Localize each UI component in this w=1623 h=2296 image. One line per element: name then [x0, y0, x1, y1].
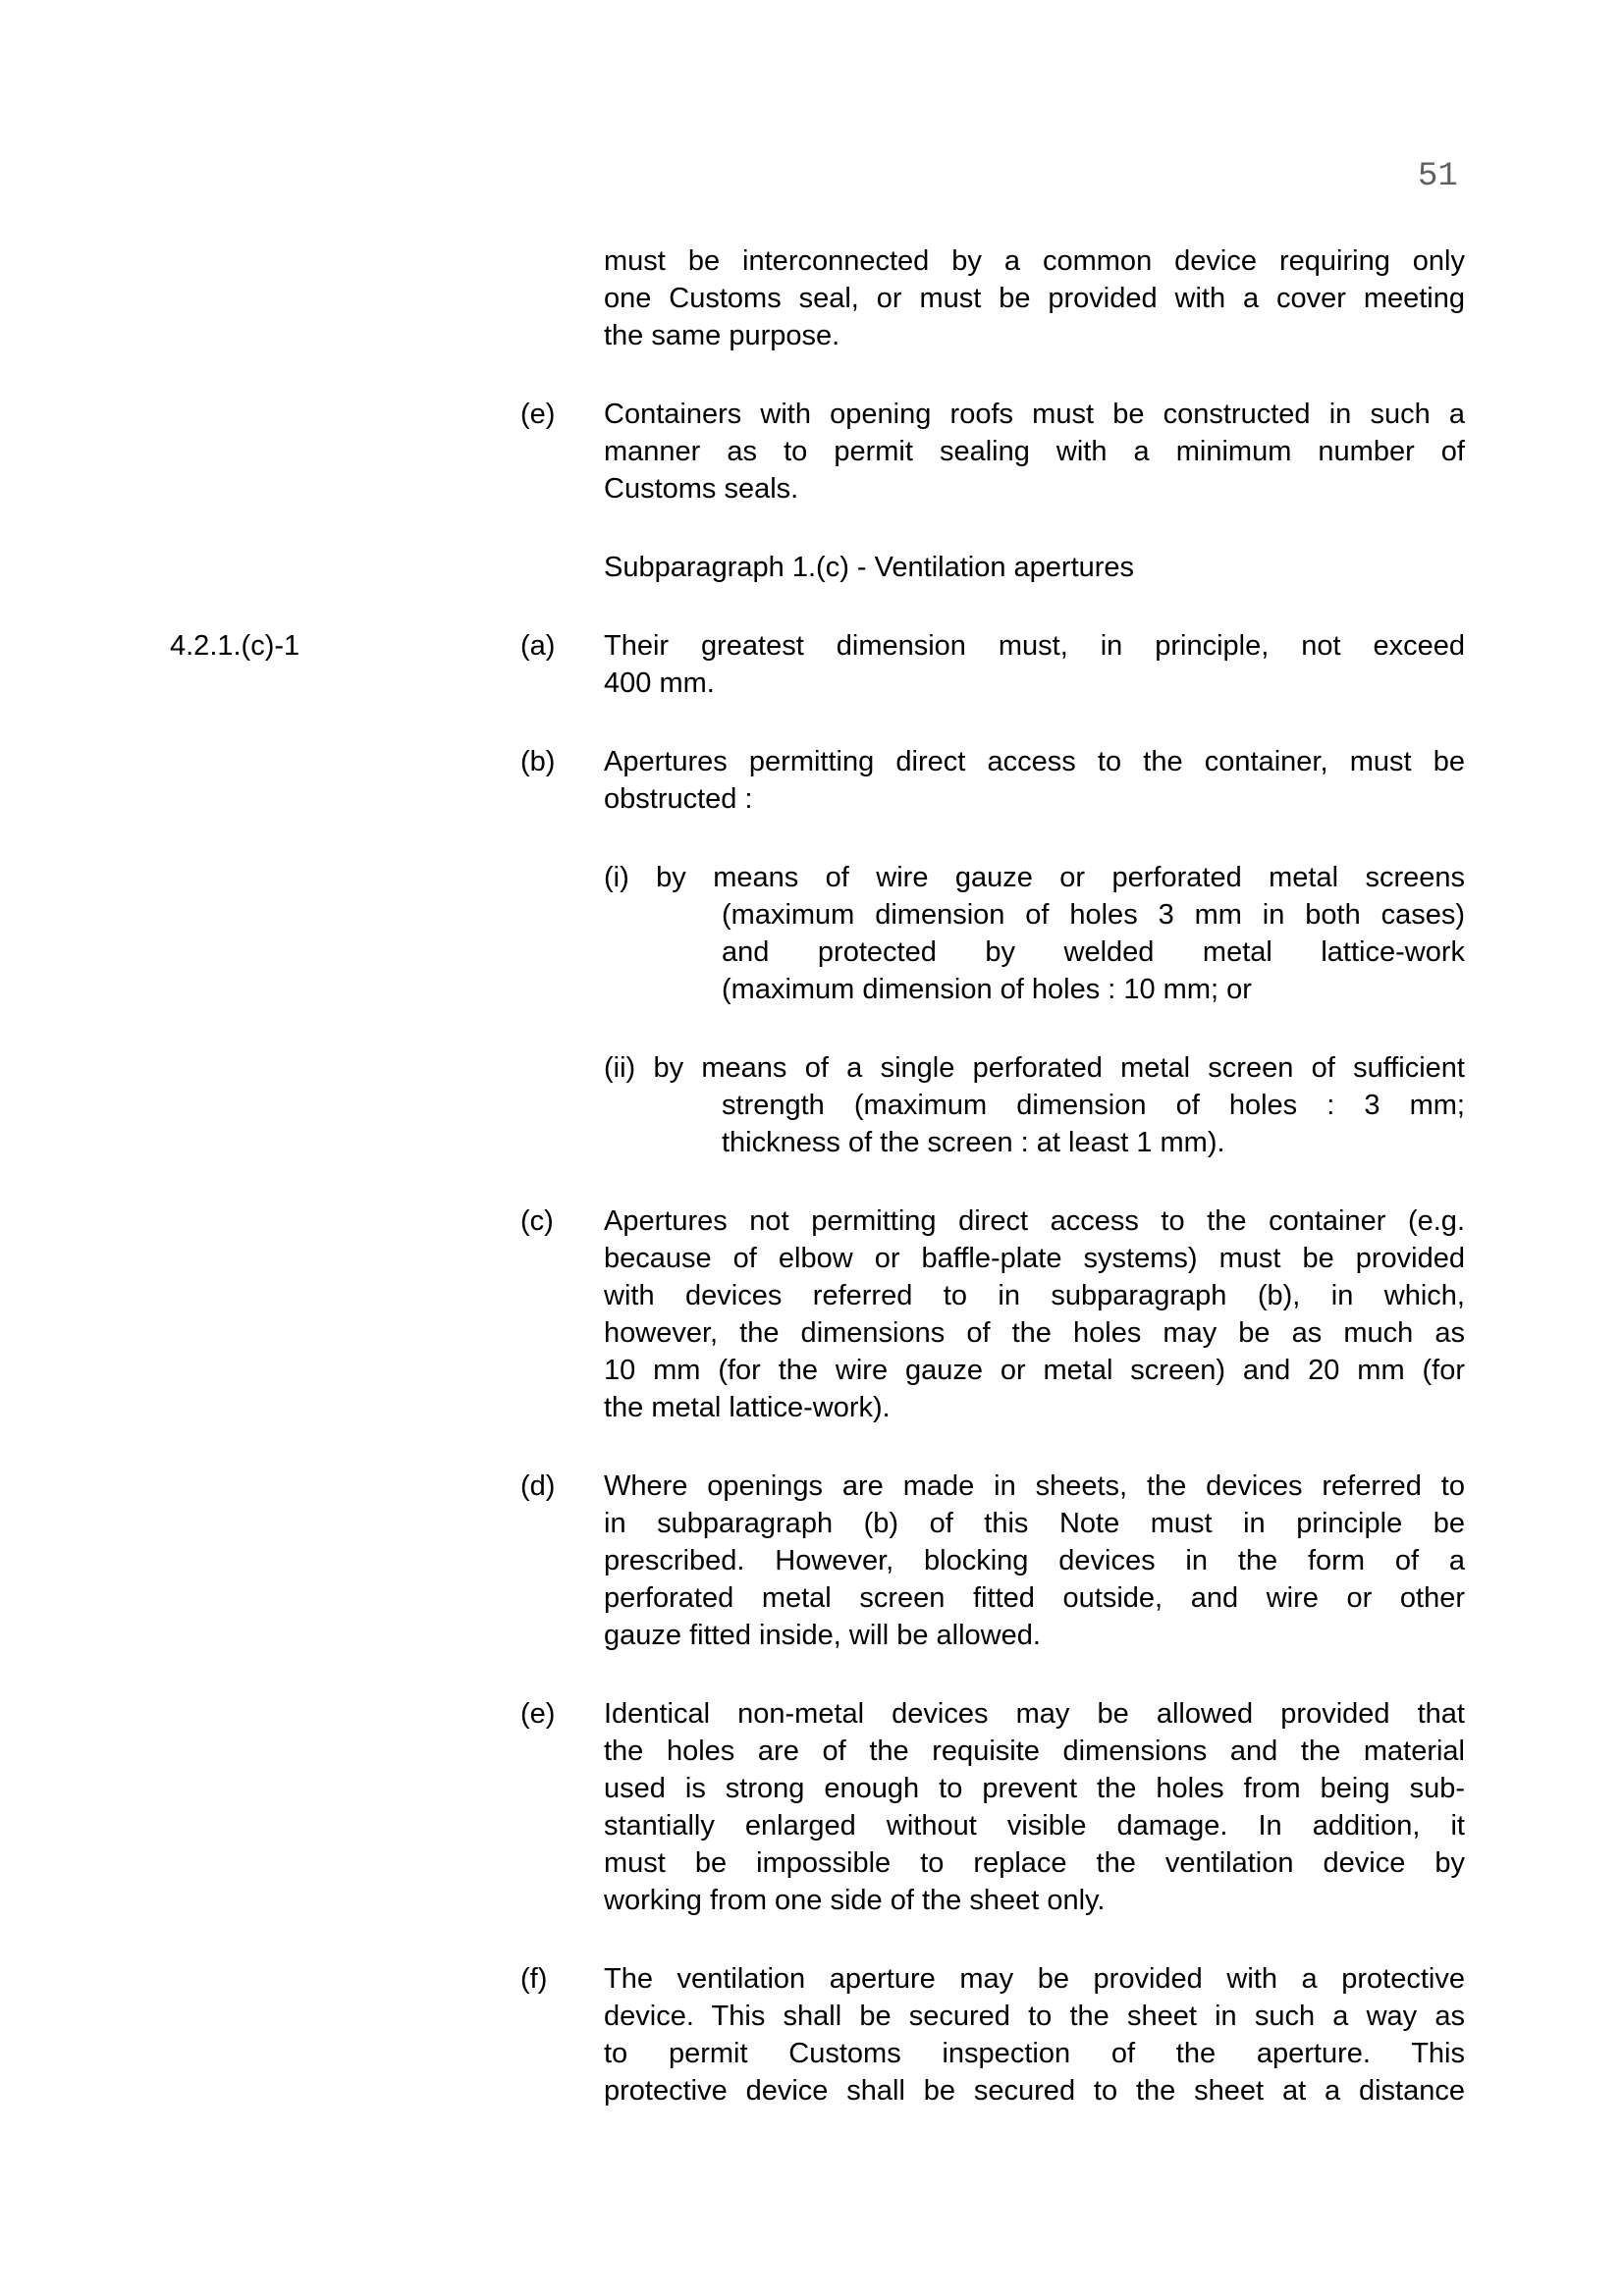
- text-line: Customs seals.: [604, 473, 799, 505]
- list-item-e-non-metal: [520, 1695, 1465, 1919]
- sub-item-ii: [520, 1049, 1465, 1161]
- text-line: obstructed :: [604, 783, 753, 815]
- list-item-f: [520, 1960, 1465, 2109]
- text-line: working from one side of the sheet only.: [604, 1885, 1106, 1916]
- list-marker: (f): [520, 1963, 548, 1995]
- list-item-a: [170, 627, 1465, 702]
- text-line: 400 mm.: [604, 667, 715, 699]
- text-line: used is strong enough to prevent the holes from being sub-: [604, 1773, 1465, 1804]
- text-line: manner as to permit sealing with a minimum number of: [604, 436, 1465, 467]
- text-line: the metal lattice-work).: [604, 1392, 891, 1423]
- page-number: 51: [1418, 158, 1458, 195]
- page-content: [170, 242, 1465, 2109]
- text-line: 10 mm (for the wire gauze or metal screen) and 20 mm (for: [604, 1355, 1465, 1386]
- text-line: must be impossible to replace the ventilation device by: [604, 1847, 1465, 1879]
- paragraph-body: [604, 396, 1465, 507]
- text-line: must be interconnected by a common device requiring only: [604, 245, 1465, 277]
- text-line: Where openings are made in sheets, the devices referred to: [604, 1470, 1465, 1502]
- paragraph-body: [604, 1049, 1465, 1161]
- text-line: thickness of the screen : at least 1 mm).: [722, 1127, 1225, 1158]
- text-line: perforated metal screen fitted outside, and wire or other: [604, 1582, 1465, 1614]
- text-line: (ii) by means of a single perforated metal screen of sufficient: [604, 1052, 1465, 1084]
- list-marker: (a): [520, 630, 556, 662]
- text-line: Identical non-metal devices may be allowed provided that: [604, 1698, 1465, 1730]
- text-line: stantially enlarged without visible damage. In addition, it: [604, 1810, 1465, 1842]
- text-line: Apertures not permitting direct access to the container (e.g.: [604, 1205, 1465, 1237]
- text-line: prescribed. However, blocking devices in the form of a: [604, 1545, 1465, 1576]
- list-marker: (e): [520, 399, 556, 430]
- paragraph-body: [604, 242, 1465, 354]
- heading-body: [604, 549, 1465, 586]
- list-marker: (d): [520, 1470, 556, 1502]
- paragraph-body: [604, 1695, 1465, 1919]
- text-line: and protected by welded metal lattice-work: [722, 936, 1465, 968]
- list-marker: (b): [520, 746, 556, 777]
- list-marker: (e): [520, 1698, 556, 1730]
- text-line: to permit Customs inspection of the aperture. This: [604, 2038, 1465, 2069]
- text-line: gauze fitted inside, will be allowed.: [604, 1620, 1041, 1651]
- list-item-c: [520, 1202, 1465, 1426]
- text-line: because of elbow or baffle-plate systems) must be provided: [604, 1243, 1465, 1274]
- continuation-paragraph: [520, 242, 1465, 354]
- text-line: however, the dimensions of the holes may be as much as: [604, 1317, 1465, 1349]
- text-line: Containers with opening roofs must be constructed in such a: [604, 399, 1465, 430]
- text-line: the holes are of the requisite dimensions and the material: [604, 1735, 1465, 1767]
- paragraph-body: [604, 627, 1465, 702]
- heading-subparagraph-1c: [520, 549, 1465, 586]
- text-line: The ventilation aperture may be provided with a protective: [604, 1963, 1465, 1995]
- text-line: (i) by means of wire gauze or perforated metal screens: [604, 862, 1465, 893]
- text-line: Apertures permitting direct access to the container, must be: [604, 746, 1465, 777]
- text-line: (maximum dimension of holes 3 mm in both cases): [722, 899, 1465, 931]
- text-line: strength (maximum dimension of holes : 3 mm;: [722, 1090, 1465, 1121]
- list-item-b: [520, 743, 1465, 818]
- text-line: in subparagraph (b) of this Note must in principle be: [604, 1508, 1465, 1539]
- paragraph-body: [604, 1960, 1465, 2109]
- text-line: one Customs seal, or must be provided with a cover meeting: [604, 283, 1465, 314]
- margin-reference-number: 4.2.1.(c)-1: [170, 630, 300, 662]
- paragraph-body: [604, 859, 1465, 1008]
- paragraph-body: [604, 1202, 1465, 1426]
- text-line: Subparagraph 1.(c) - Ventilation apertures: [604, 552, 1135, 583]
- text-line: with devices referred to in subparagraph (b), in which,: [604, 1280, 1465, 1311]
- text-line: Their greatest dimension must, in principle, not exceed: [604, 630, 1465, 662]
- list-item-e-opening-roofs: [520, 396, 1465, 507]
- list-item-d: [520, 1468, 1465, 1654]
- paragraph-body: [604, 743, 1465, 818]
- text-line: device. This shall be secured to the sheet in such a way as: [604, 2001, 1465, 2032]
- text-line: the same purpose.: [604, 320, 840, 351]
- text-line: (maximum dimension of holes : 10 mm; or: [722, 974, 1252, 1005]
- list-marker: (c): [520, 1205, 554, 1237]
- text-line: protective device shall be secured to the sheet at a distance: [604, 2075, 1465, 2107]
- paragraph-body: [604, 1468, 1465, 1654]
- sub-item-i: [520, 859, 1465, 1008]
